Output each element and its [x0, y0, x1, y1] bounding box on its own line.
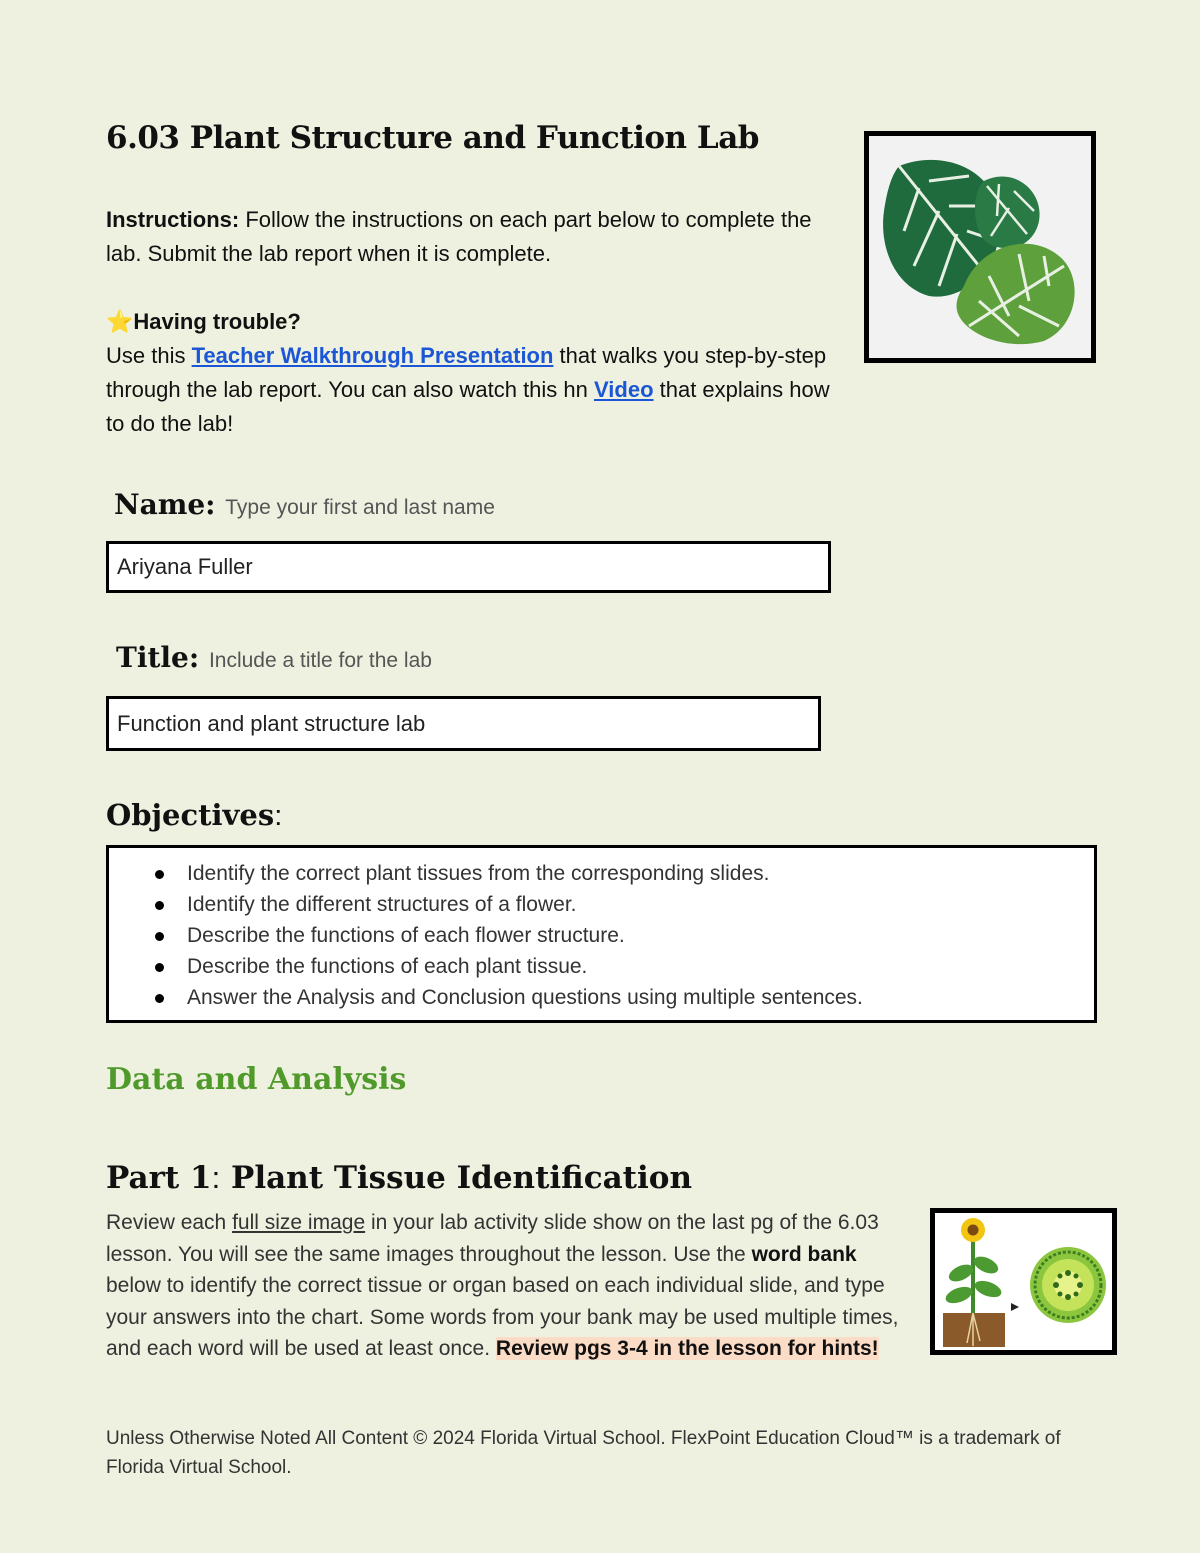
help-heading-text: Having trouble?	[133, 309, 301, 334]
name-label	[114, 488, 495, 521]
part1-heading-title: Plant Tissue Identification	[220, 1160, 692, 1196]
title-label	[116, 641, 432, 674]
name-value: Ariyana Fuller	[117, 554, 253, 579]
help-paragraph	[106, 305, 836, 441]
part1-text-3: below to identify the correct tissue or organ based on each individual slide, and type your answers into the chart. Some words from your bank may be used multiple times, and each word will be used at least once.	[106, 1274, 899, 1360]
word-bank-text: word bank	[751, 1242, 857, 1266]
part1-heading-number: Part 1	[106, 1160, 212, 1196]
part1-heading	[106, 1160, 692, 1196]
video-link[interactable]: Video	[594, 377, 654, 402]
objectives-heading	[106, 798, 282, 833]
part1-heading-colon: :	[211, 1160, 221, 1195]
page-title: 6.03 Plant Structure and Function Lab	[106, 120, 759, 156]
objective-item: Describe the functions of each plant tissue.	[109, 951, 1094, 982]
objectives-list	[109, 848, 1094, 1013]
teacher-walkthrough-link[interactable]: Teacher Walkthrough Presentation	[191, 343, 554, 368]
title-value: Function and plant structure lab	[117, 710, 426, 736]
sunflower-cross-section-image	[930, 1208, 1117, 1355]
part1-paragraph	[106, 1207, 911, 1365]
instructions-text: Follow the instructions on each part below to complete the lab. Submit the lab report when it is complete.	[106, 207, 812, 266]
data-analysis-heading: Data and Analysis	[106, 1062, 407, 1097]
objectives-box	[106, 845, 1097, 1023]
help-text-end: that explains how to do the lab!	[106, 377, 830, 436]
copyright-footer: Unless Otherwise Noted All Content © 2024 Florida Virtual School. FlexPoint Education Cloud™ is a trademark of Florida Virtual School.	[106, 1428, 1061, 1478]
monstera-leaves-illustration	[869, 136, 1091, 358]
name-field[interactable]	[106, 541, 831, 593]
sunflower-illustration	[935, 1213, 1112, 1350]
help-text-middle: that walks you step-by-step through the lab report. You can also watch this hn	[106, 343, 827, 402]
part1-text-1: Review each	[106, 1211, 233, 1234]
objective-item: Answer the Analysis and Conclusion questions using multiple sentences.	[109, 982, 1094, 1013]
instructions-paragraph	[106, 203, 826, 271]
help-heading	[106, 305, 836, 339]
objective-item: Describe the functions of each flower structure.	[109, 920, 1094, 951]
hint-highlight: Review pgs 3-4 in the lesson for hints!	[495, 1337, 879, 1360]
star-icon: ⭐	[106, 309, 134, 334]
objective-item: Identify the correct plant tissues from the corresponding slides.	[109, 858, 1094, 889]
objectives-heading-colon: :	[274, 800, 283, 832]
title-hint: Include a title for the lab	[208, 649, 432, 672]
monstera-leaves-image	[864, 131, 1096, 363]
part1-text-2: in your lab activity slide show on the last pg of the 6.03 lesson. You will see the same images throughout the lesson. Use the	[106, 1211, 879, 1266]
objective-item: Identify the different structures of a flower.	[109, 889, 1094, 920]
objectives-heading-text: Objectives	[106, 798, 275, 832]
title-field[interactable]	[106, 696, 821, 751]
help-body	[106, 339, 836, 441]
help-text-start: Use this	[106, 343, 192, 368]
title-label-text: Title:	[116, 641, 200, 674]
instructions-label: Instructions:	[106, 207, 240, 232]
name-label-text: Name:	[114, 488, 216, 521]
name-hint: Type your first and last name	[225, 496, 495, 519]
full-size-image-link[interactable]: full size image	[232, 1211, 366, 1234]
